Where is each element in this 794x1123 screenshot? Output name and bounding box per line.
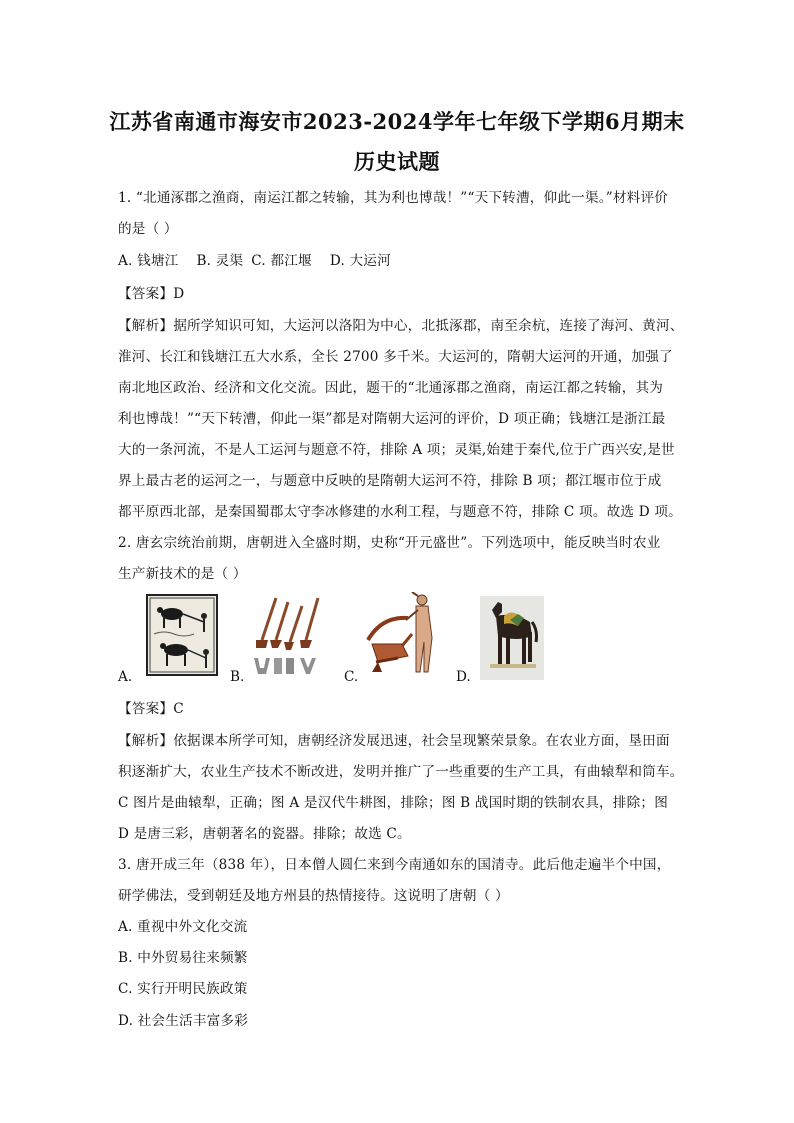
analysis-label: 【解析】: [118, 733, 174, 749]
q1-analysis-line: 界上最古老的运河之一，与题意中反映的是隋朝大运河不符，排除 B 项；都江堰市位于成: [118, 473, 662, 489]
fig-a-label: A.: [118, 669, 133, 685]
q1-analysis: [118, 314, 684, 334]
q2-analysis: [118, 729, 678, 749]
q1-analysis-line: 淮河、长江和钱塘江五大水系，全长 2700 多千米。大运河的，隋朝大运河的开通，加强了: [118, 349, 673, 365]
analysis-text: 据所学知识可知，大运河以洛阳为中心，北抵涿郡，南至余杭，连接了海河、黄河、: [173, 318, 684, 334]
fig-b-label: B.: [230, 669, 245, 685]
q1-answer: [118, 282, 678, 302]
curved-plough-image: [362, 592, 454, 678]
document-subtitle: 历史试题: [354, 149, 440, 174]
q1-analysis-line: 利也博哉！”“天下转漕，仰此一渠”都是对隋朝大运河的评价，D 项正确；钱塘江是浙江最: [118, 411, 666, 427]
q2-figure-row: [118, 592, 678, 688]
q1-analysis-line: 南北地区政治、经济和文化交流。因此，题干的“北通涿郡之渔商，南运江都之转输，其为: [118, 380, 664, 396]
q3-option-a: A. 重视中外文化交流: [118, 919, 248, 935]
ox-plough-image: [146, 594, 218, 676]
q3-stem-cont: 研学佛法，受到朝廷及地方州县的热情接待。这说明了唐朝（ ）: [118, 888, 509, 904]
q2-stem: 2. 唐玄宗统治前期，唐朝进入全盛时期，史称“开元盛世”。下列选项中，能反映当时农业: [118, 535, 661, 551]
q1-stem-cont: 的是（ ）: [118, 221, 178, 237]
q3-option-c: C. 实行开明民族政策: [118, 981, 248, 997]
answer-label: 【答案】: [118, 701, 174, 717]
q1-stem: 1. “北通涿郡之渔商，南运江都之转输，其为利也博哉！”“天下转漕，仰此一渠。”材料评价: [118, 190, 669, 206]
q3-option-b: B. 中外贸易往来频繁: [118, 950, 248, 966]
q2-stem-cont: 生产新技术的是（ ）: [118, 566, 247, 582]
q1-analysis-line: 都平原西北部，是秦国蜀郡太守李冰修建的水利工程，与题意不符，排除 C 项。故选 D 项。: [118, 504, 682, 520]
answer-value: D: [173, 286, 185, 302]
q1-option-b: B. 灵渠: [196, 253, 244, 269]
q1-option-c: C. 都江堰: [251, 253, 312, 269]
q1-option-a: A. 钱塘江: [118, 253, 179, 269]
answer-label: 【答案】: [118, 286, 174, 302]
q2-answer: [118, 697, 678, 717]
iron-tools-image: [248, 596, 328, 678]
q1-option-d: D. 大运河: [329, 253, 391, 269]
answer-value: C: [173, 701, 184, 717]
analysis-label: 【解析】: [118, 318, 174, 334]
tang-sancai-horse-image: [480, 596, 544, 680]
fig-c-label: C.: [344, 669, 359, 685]
document-title: 江苏省南通市海安市2023-2024学年七年级下学期6月期末: [109, 109, 685, 134]
q2-analysis-line: 积逐渐扩大，农业生产技术不断改进，发明并推广了一些重要的生产工具，有曲辕犁和筒车。: [118, 764, 684, 780]
fig-d-label: D.: [456, 669, 471, 685]
q2-analysis-line: C 图片是曲辕犁，正确；图 A 是汉代牛耕图，排除；图 B 战国时期的铁制农具，排除；图: [118, 795, 668, 811]
q1-options: [118, 249, 678, 269]
q1-analysis-line: 大的一条河流，不是人工运河与题意不符，排除 A 项；灵渠,始建于秦代,位于广西兴安,是世: [118, 442, 675, 458]
q3-stem: 3. 唐开成三年（838 年），日本僧人圆仁来到今南通如东的国清寺。此后他走遍半个中国，: [118, 857, 671, 873]
q2-analysis-line: D 是唐三彩，唐朝著名的瓷器。排除；故选 C。: [118, 826, 411, 842]
q3-option-d: D. 社会生活丰富多彩: [118, 1013, 249, 1029]
analysis-text: 依据课本所学可知，唐朝经济发展迅速，社会呈现繁荣景象。在农业方面，垦田面: [173, 733, 670, 749]
